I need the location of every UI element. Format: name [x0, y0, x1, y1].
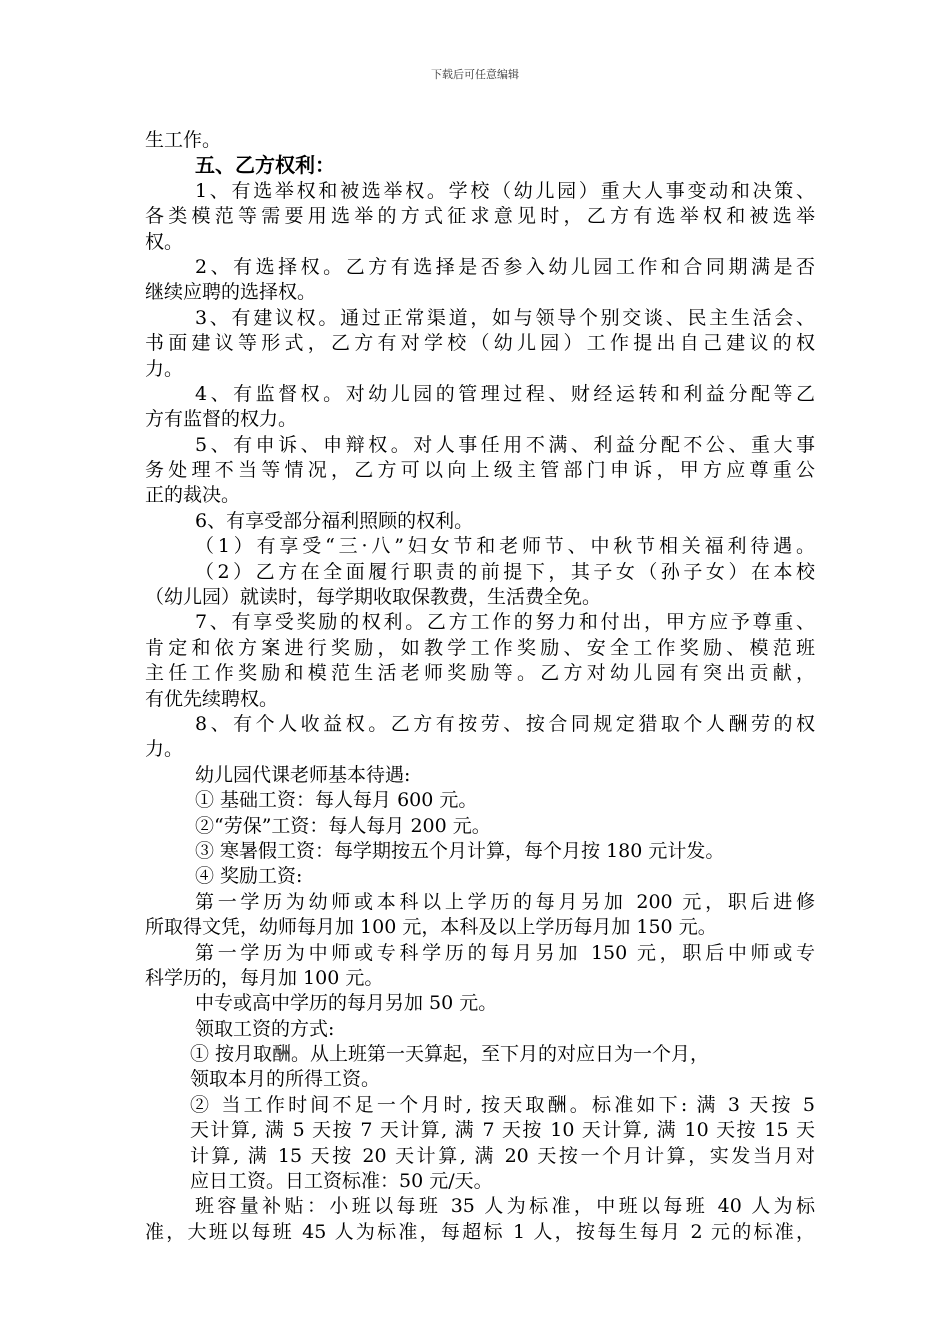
text-line: 2、有选择权。乙方有选择是否参入幼儿园工作和合同期满是否	[195, 255, 815, 278]
text-line: 1、有选举权和被选举权。学校（幼儿园）重大人事变动和决策、	[195, 179, 815, 202]
text-line: ① 按月取酬。从上班第一天算起，至下月的对应日为一个月，	[190, 1043, 710, 1066]
text-line: 8、有个人收益权。乙方有按劳、按合同规定猎取个人酬劳的权	[195, 712, 815, 735]
text-line: 5、有申诉、申辩权。对人事任用不满、利益分配不公、重大事	[195, 433, 815, 456]
text-line: 应日工资。日工资标准：50 元/天。	[190, 1170, 493, 1193]
text-line: 班容量补贴：小班以每班 35 人为标准，中班以每班 40 人为标	[195, 1195, 815, 1218]
text-line: 有优先续聘权。	[145, 687, 279, 710]
text-line: （幼儿园）就读时，每学期收取保教费，生活费全免。	[145, 586, 602, 609]
text-line: ③ 寒暑假工资：每学期按五个月计算，每个月按 180 元计发。	[195, 839, 725, 862]
text-line: 生工作。	[145, 129, 222, 151]
text-line: 第一学历为中师或专科学历的每月另加 150 元，职后中师或专	[195, 941, 815, 964]
text-line: （1）有享受“三·八”妇女节和老师节、中秋节相关福利待遇。	[195, 535, 815, 558]
text-line: 4、有监督权。对幼儿园的管理过程、财经运转和利益分配等乙	[195, 382, 815, 405]
text-line: 书面建议等形式，乙方有对学校（幼儿园）工作提出自己建议的权	[145, 332, 815, 355]
page-header: 下载后可任意编辑	[431, 68, 519, 81]
text-line: 领取工资的方式:	[195, 1017, 335, 1040]
text-line: （2）乙方在全面履行职责的前提下，其子女（孙子女）在本校	[195, 560, 815, 583]
text-line: 领取本月的所得工资。	[190, 1068, 381, 1091]
text-line: ④ 奖励工资:	[195, 865, 303, 888]
text-line: ② 当工作时间不足一个月时, 按天取酬。标准如下: 满 3 天按 5	[190, 1093, 815, 1116]
text-line: 方有监督的权力。	[145, 408, 298, 431]
text-line: 继续应聘的选择权。	[145, 281, 317, 304]
document-body	[145, 128, 815, 1245]
text-line: 幼儿园代课老师基本待遇:	[195, 763, 411, 786]
text-line: 务处理不当等情况，乙方可以向上级主管部门申诉，甲方应尊重公	[145, 459, 815, 482]
text-line: 各类模范等需要用选举的方式征求意见时，乙方有选举权和被选举	[145, 205, 815, 228]
text-line: 中专或高中学历的每月另加 50 元。	[195, 992, 498, 1015]
text-line: 3、有建议权。通过正常渠道，如与领导个别交谈、民主生活会、	[195, 306, 815, 329]
text-line: 主任工作奖励和模范生活老师奖励等。乙方对幼儿园有突出贡献，	[145, 662, 815, 685]
text-line: ① 基础工资：每人每月 600 元。	[195, 789, 478, 812]
text-line: 力。	[145, 738, 184, 761]
text-line: 力。	[145, 357, 184, 380]
text-line: 肯定和依方案进行奖励，如教学工作奖励、安全工作奖励、模范班	[145, 636, 815, 659]
text-line: 所取得文凭，幼师每月加 100 元，本科及以上学历每月加 150 元。	[145, 916, 717, 939]
text-line: 6、有享受部分福利照顾的权利。	[195, 509, 474, 532]
text-line: 权。	[145, 230, 184, 253]
section-heading: 五、乙方权利：	[195, 153, 335, 178]
text-line: 第一学历为幼师或本科以上学历的每月另加 200 元，职后进修	[195, 890, 815, 913]
text-line: 正的裁决。	[145, 484, 241, 507]
text-line: 准，大班以每班 45 人为标准，每超标 1 人，按每生每月 2 元的标准，	[145, 1220, 815, 1243]
text-line: 计算, 满 15 天按 20 天计算, 满 20 天按一个月计算，实发当月对	[190, 1144, 815, 1167]
text-line: 天计算, 满 5 天按 7 天计算, 满 7 天按 10 天计算, 满 10 天按 15 天	[190, 1119, 815, 1142]
text-line: 科学历的，每月加 100 元。	[145, 966, 384, 989]
text-line: ②“劳保”工资：每人每月 200 元。	[195, 814, 491, 837]
text-line: 7、有享受奖励的权利。乙方工作的努力和付出，甲方应予尊重、	[195, 611, 815, 634]
